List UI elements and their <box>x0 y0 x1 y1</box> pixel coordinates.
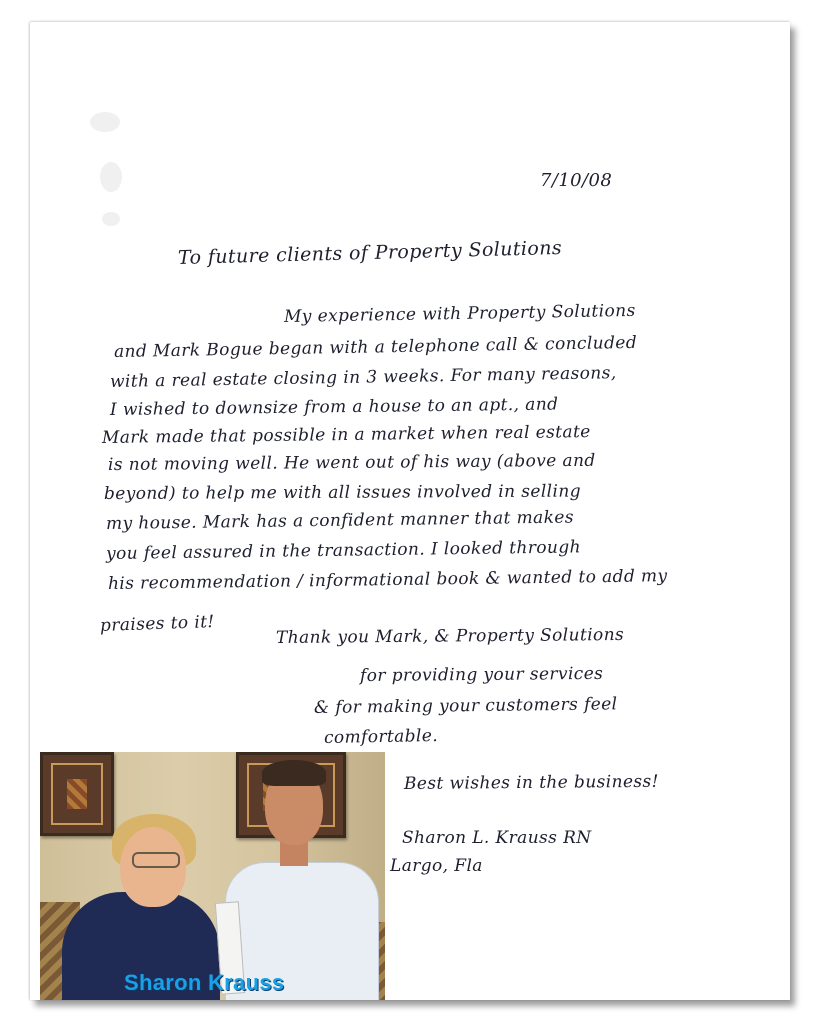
body-line-3: with a real estate closing in 3 weeks. For many reasons, <box>109 363 617 392</box>
letter-salutation: To future clients of Property Solutions <box>177 236 563 269</box>
body-line-6: is not moving well. He went out of his way (above and <box>107 450 596 475</box>
body-line-1: My experience with Property Solutions <box>283 300 636 327</box>
closing-line-4: comfortable. <box>323 726 439 748</box>
closing-line-3: & for making your customers feel <box>313 694 618 718</box>
person-man-hair <box>262 760 326 786</box>
best-wishes: Best wishes in the business! <box>403 771 659 794</box>
signature: Sharon L. Krauss RN <box>402 828 592 848</box>
closing-line-1: Thank you Mark, & Property Solutions <box>275 624 625 648</box>
photo-caption: Sharon Krauss <box>124 970 285 995</box>
signature-location: Largo, Fla <box>390 856 483 876</box>
body-line-2: and Mark Bogue began with a telephone call & concluded <box>113 332 638 362</box>
letter-date: 7/10/08 <box>540 170 613 191</box>
wall-frame-left <box>40 752 114 836</box>
body-line-10: his recommendation / informational book & wanted to add my <box>107 566 668 594</box>
body-line-4: I wished to downsize from a house to an apt., and <box>109 394 559 420</box>
body-line-7: beyond) to help me with all issues involved in selling <box>103 481 582 504</box>
body-line-8: my house. Mark has a confident manner that makes <box>105 507 575 534</box>
body-line-9: you feel assured in the transaction. I looked through <box>105 537 582 564</box>
body-line-5: Mark made that possible in a market when real estate <box>101 422 591 448</box>
body-line-11: praises to it! <box>99 612 215 636</box>
letter-sheet <box>30 22 790 1000</box>
glasses-icon <box>132 852 180 868</box>
closing-line-2: for providing your services <box>359 663 604 686</box>
client-photo <box>40 752 385 1000</box>
